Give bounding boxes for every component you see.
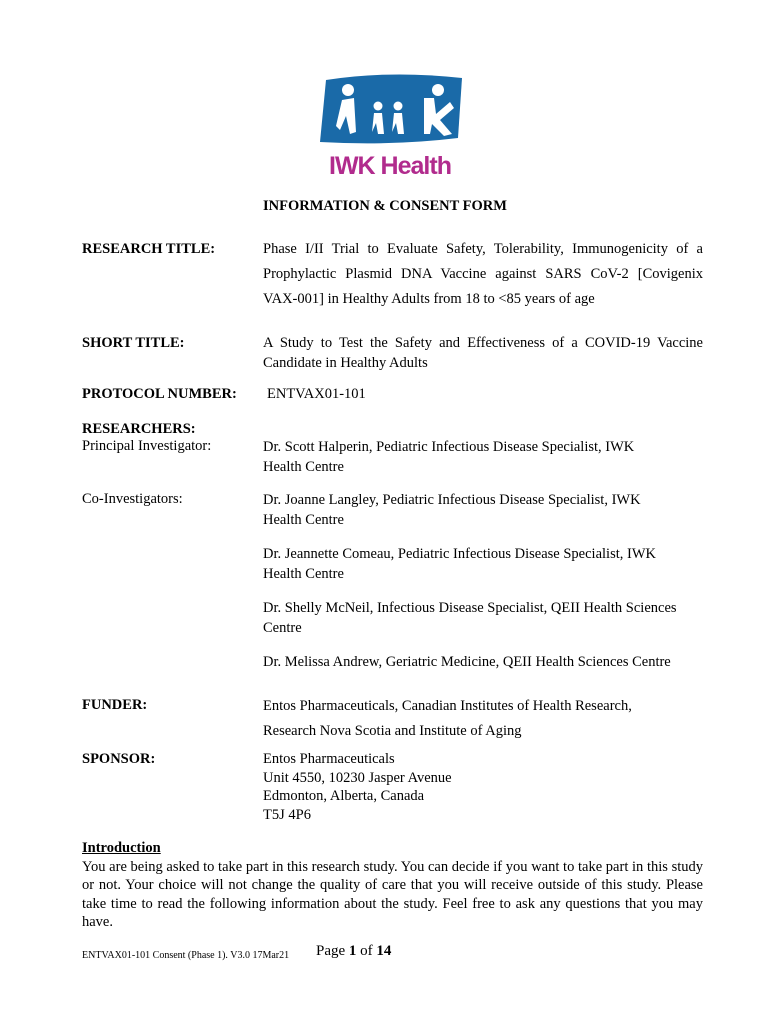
footer-document-id: ENTVAX01-101 Consent (Phase 1). V3.0 17Mar21 xyxy=(82,950,290,961)
page-total: 14 xyxy=(376,943,392,959)
page-word: Page xyxy=(316,943,346,959)
of-word: of xyxy=(360,943,373,959)
protocol-number-label: PROTOCOL NUMBER: xyxy=(82,386,237,402)
co-investigator-4: Dr. Melissa Andrew, Geriatric Medicine, QEII Health Sciences Centre xyxy=(263,654,671,670)
form-title: INFORMATION & CONSENT FORM xyxy=(263,198,507,214)
introduction-heading: Introduction xyxy=(82,840,161,856)
iwk-figures-logo-icon xyxy=(312,68,468,180)
short-title-value: A Study to Test the Safety and Effectiveness of a COVID-19 Vaccine Candidate in Healthy Adults xyxy=(263,335,703,371)
logo-brand-text: IWK Health xyxy=(329,152,451,180)
sponsor-line: Edmonton, Alberta, Canada xyxy=(263,788,425,804)
sponsor-line: T5J 4P6 xyxy=(263,806,311,823)
research-title-label: RESEARCH TITLE: xyxy=(82,241,216,257)
protocol-number-value: ENTVAX01-101 xyxy=(267,386,366,402)
page-current: 1 xyxy=(348,943,357,959)
sponsor-address xyxy=(263,750,703,824)
funder-label: FUNDER: xyxy=(82,697,148,713)
sponsor-label: SPONSOR: xyxy=(82,751,156,767)
sponsor-line: Entos Pharmaceuticals xyxy=(263,751,395,767)
co-investigators-label: Co-Investigators: xyxy=(82,491,183,507)
principal-investigator-value: Dr. Scott Halperin, Pediatric Infectious Disease Specialist, IWK Health Centre xyxy=(263,439,635,475)
short-title-label: SHORT TITLE: xyxy=(82,335,185,351)
co-investigator-3: Dr. Shelly McNeil, Infectious Disease Specialist, QEII Health Sciences Centre xyxy=(263,600,677,636)
sponsor-line: Unit 4550, 10230 Jasper Avenue xyxy=(263,769,452,786)
principal-investigator-label: Principal Investigator: xyxy=(82,438,212,454)
co-investigator-2: Dr. Jeannette Comeau, Pediatric Infectious Disease Specialist, IWK Health Centre xyxy=(263,546,656,582)
page-number xyxy=(316,943,391,960)
introduction-body: You are being asked to take part in this research study. You can decide if you want to take part in this study or not. Your choice will not change the quality of care that you will receive outside of this study. Please take time to read the following information about the study. Feel free to ask any questions that you may have. xyxy=(82,859,703,930)
researchers-label: RESEARCHERS: xyxy=(82,421,196,437)
research-title-value: Phase I/II Trial to Evaluate Safety, Tolerability, Immunogenicity of a Prophylactic Plasmid DNA Vaccine against SARS CoV-2 [Covigenix VAX-001] in Healthy Adults from 18 to <85 years of age xyxy=(263,241,703,307)
funder-value: Entos Pharmaceuticals, Canadian Institutes of Health Research, Research Nova Scotia and Institute of Aging xyxy=(263,698,632,739)
iwk-health-logo xyxy=(312,68,468,180)
co-investigator-1: Dr. Joanne Langley, Pediatric Infectious Disease Specialist, IWK Health Centre xyxy=(263,492,641,528)
